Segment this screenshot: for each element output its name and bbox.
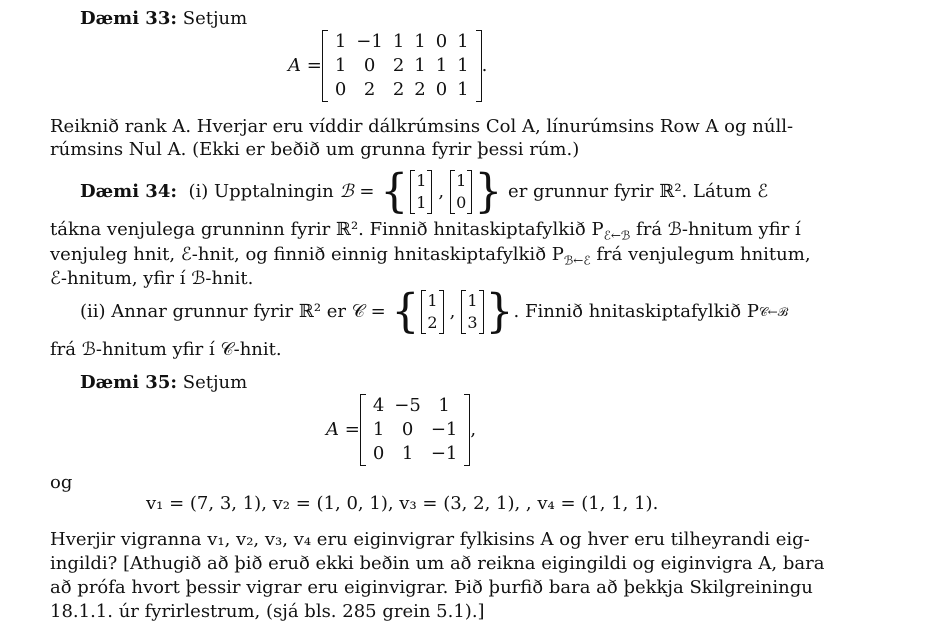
ex33-matrix [322,30,482,102]
ex34-part2-post: . Finnið hnitaskiptafylkið P [513,301,759,322]
ex33-line2: rúmsins Nul A. (Ekki er beðið um grunna fyrir þessi rúm.) [50,139,580,160]
ex34-B-vector-entry: 0 [456,193,467,212]
ex34-C-comma: , [449,301,456,322]
ex34-part2: (ii) Annar grunnur fyrir ℝ² er 𝒞 = { 1 2 , 1 3 } . Finnið hnitaskiptafylkið P 𝒞←ℬ [80,284,788,339]
ex33-matrix-cell: 2 [392,55,405,76]
ex33-equation [288,30,487,102]
ex33-lhs: A = [288,55,322,76]
left-brace-2: { [391,284,420,339]
left-brace: { [380,164,409,219]
ex35-matrix [360,394,471,466]
ex33-intro: Setjum [182,8,248,29]
ex35-lhs: A = [326,419,360,440]
ex33-line1: Reiknið rank A. Hverjar eru víddir dálkrúmsins Col A, línurúmsins Row A og núll- [50,116,794,137]
ex34-B-vector [410,170,432,214]
ex34-B-vectors [408,170,474,214]
ex35-equation [326,394,476,466]
ex34-B-vector-entry: 1 [456,171,467,190]
ex33-matrix-cell: 0 [435,31,448,52]
ex35-label: Dæmi 35: [80,372,178,393]
ex34-C-vector [461,290,483,334]
ex35-line3: að prófa hvort þessir vigrar eru eiginvigrar. Þið þurfið bara að þekkja Skilgreiningu [50,577,813,598]
ex33-matrix-cell: 2 [363,79,376,100]
ex33-heading [80,8,247,30]
ex34-line2-sub: ℰ←ℬ [603,228,631,243]
ex33-matrix-row [330,30,474,54]
ex35-heading [80,372,247,394]
ex35-matrix-cell: 1 [372,419,385,440]
ex33-matrix-cell: 1 [457,31,469,52]
ex35-matrix-cell: 1 [438,395,450,416]
ex35-line2: ingildi? [Athugið að þið eruð ekki beðin um að reikna eigingildi og eiginvigra A, bara [50,553,825,574]
ex33-label: Dæmi 33: [80,8,178,29]
ex33-matrix-cell: 1 [414,31,426,52]
ex34-label: Dæmi 34: [80,181,178,202]
ex34-B-vector-entry: 1 [416,171,427,190]
ex34-C-vector-entry: 1 [427,291,438,310]
ex33-end: . [481,55,488,76]
ex35-matrix-cell: 0 [401,419,414,440]
ex35-matrix-row [368,394,463,418]
ex35-line4: 18.1.1. úr fyrirlestrum, (sjá bls. 285 grein 5.1).] [50,601,485,622]
ex34-line3-post: frá venjulegum hnitum, [590,244,811,265]
ex34-part1-post: er grunnur fyrir ℝ². Látum ℰ [508,181,769,202]
ex33-matrix-cell: 2 [392,79,405,100]
ex34-part1 [80,164,769,219]
ex34-line2 [50,219,801,241]
ex33-matrix-cell: 1 [392,31,405,52]
ex34-C-vector-entry: 1 [467,291,478,310]
ex33-matrix-cell: 1 [334,31,347,52]
ex35-end: , [470,419,477,440]
ex34-line3-sub: ℬ←ℰ [563,253,591,268]
ex35-og: og [50,472,73,493]
ex35-matrix-cell: −1 [430,419,458,440]
ex33-matrix-cell: 0 [363,55,376,76]
ex34-C-vectors [419,290,485,334]
ex34-eq: = [359,181,375,202]
ex33-matrix-cell: 1 [457,79,469,100]
ex34-C-vector-entry: 3 [467,313,478,332]
ex34-line2-post: frá ℬ-hnitum yfir í [630,219,801,240]
right-brace: } [474,164,503,219]
ex34-basis-B: ℬ [339,181,354,202]
ex35-matrix-cell: 0 [372,443,385,464]
ex34-part1-pre: (i) Upptalningin [188,181,334,202]
ex35-vectors: v₁ = (7, 3, 1), v₂ = (1, 0, 1), v₃ = (3, 2, 1), , v₄ = (1, 1, 1). [146,493,659,514]
ex35-matrix-row [368,442,463,466]
ex34-line3-text: venjuleg hnit, ℰ-hnit, og finnið einnig hnitaskiptafylkið P [50,244,564,265]
ex35-matrix-cell: −1 [430,443,458,464]
ex35-matrix-row [368,418,463,442]
ex34-B-vector-entry: 1 [416,193,427,212]
ex34-B-vector [450,170,472,214]
ex34-line3 [50,244,811,266]
right-brace-2: } [485,284,514,339]
ex34-line6: frá ℬ-hnitum yfir í 𝒞-hnit. [50,339,282,360]
ex33-matrix-cell: 0 [334,79,347,100]
ex34-C-vector [421,290,443,334]
ex33-matrix-cell: 1 [457,55,469,76]
ex35-intro: Setjum [182,372,248,393]
ex34-C-vector-entry: 2 [427,313,438,332]
ex33-matrix-cell: 1 [435,55,448,76]
ex35-line1: Hverjir vigranna v₁, v₂, v₃, v₄ eru eiginvigrar fylkisins A og hver eru tilheyrandi eig- [50,529,810,550]
ex34-B-comma: , [438,181,445,202]
ex33-matrix-cell: 1 [334,55,347,76]
ex35-matrix-cell: −5 [394,395,421,416]
ex35-matrix-cell: 1 [401,443,414,464]
ex33-matrix-cell: 1 [414,55,426,76]
ex34-part2-pre: (ii) Annar grunnur fyrir ℝ² er 𝒞 = [80,301,386,322]
ex33-matrix-cell: −1 [356,31,383,52]
ex33-matrix-cell: 0 [435,79,448,100]
ex33-matrix-row [330,78,474,102]
ex34-line2-text: tákna venjulega grunninn fyrir ℝ². Finnið hnitaskiptafylkið P [50,219,604,240]
ex35-matrix-cell: 4 [372,395,385,416]
ex33-matrix-cell: 2 [414,79,426,100]
ex34-line4: ℰ-hnitum, yfir í ℬ-hnit. [50,268,254,289]
ex33-matrix-row [330,54,474,78]
